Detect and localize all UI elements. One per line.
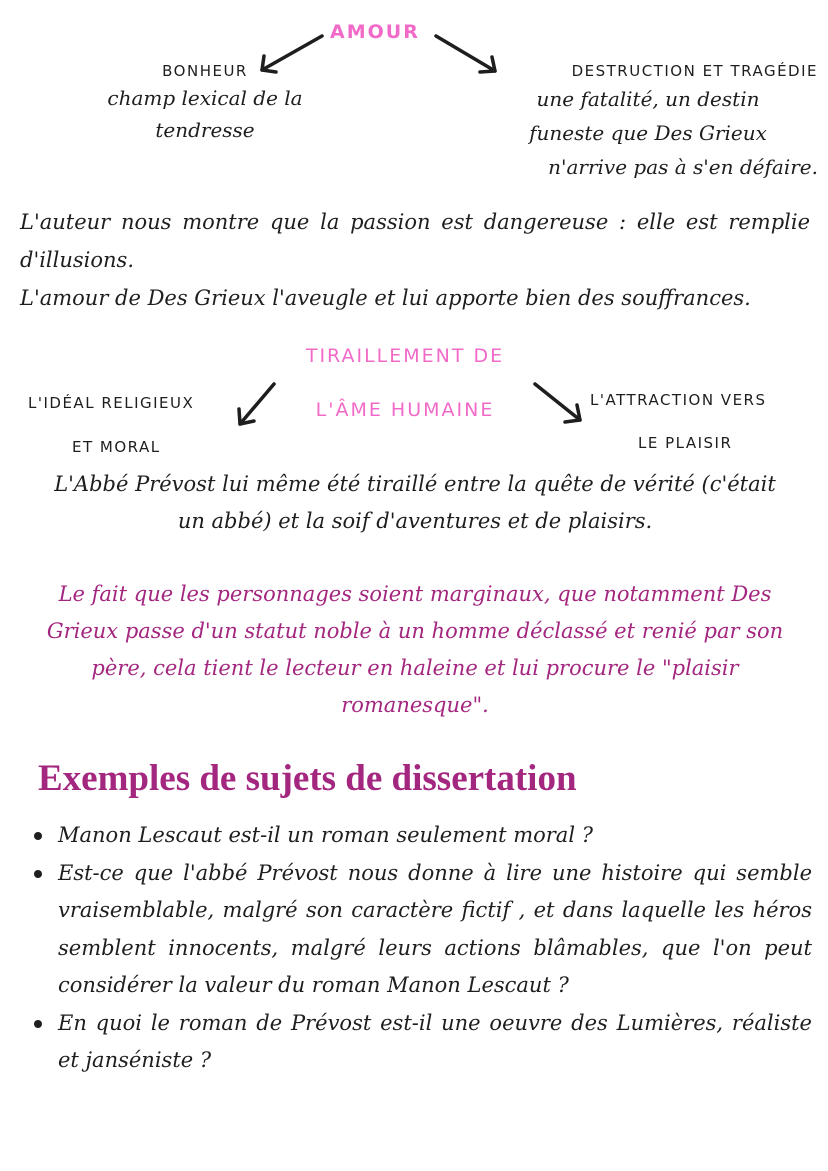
map2-right-line-2: LE PLAISIR [638, 434, 733, 452]
map1-left-line-2: tendresse [155, 118, 255, 142]
map1-right-title: DESTRUCTION ET TRAGÉDIE [571, 62, 818, 80]
map2-center-line-1: TIRAILLEMENT DE [305, 345, 505, 367]
map2-center-line-2: L'ÂME HUMAINE [315, 399, 495, 421]
map1-left-title: BONHEUR [162, 62, 248, 80]
subject-item-3: En quoi le roman de Prévost est-il une oeuvre des Lumières, réaliste et janséniste ? [32, 1005, 812, 1080]
para-passion-text-2: L'amour de Des Grieux l'aveugle et lui apporte bien des souffrances. [20, 286, 751, 310]
map1-right-line-2: funeste que Des Grieux [529, 121, 767, 145]
subjects-list [32, 817, 812, 1080]
map1-right-line-1: une fatalité, un destin [536, 87, 760, 111]
map1-right-line-3: n'arrive pas à s'en défaire. [548, 155, 818, 179]
para-passion [20, 203, 810, 317]
map2-note: L'Abbé Prévost lui même été tiraillé entre la quête de vérité (c'était un abbé) et la soif d'aventures et de plaisirs. [54, 472, 776, 533]
map1-left-branch [80, 62, 330, 146]
highlight-paragraph: Le fait que les personnages soient marginaux, que notamment Des Grieux passe d'un statut noble à un homme déclassé et renié par son père, cela tient le lecteur en haleine et lui procure le "plaisir romanesque". [46, 582, 784, 717]
map1-right-branch [478, 62, 818, 184]
subject-item-2: Est-ce que l'abbé Prévost nous donne à lire une histoire qui semble vraisemblable, malgré son caractère fictif , et dans laquelle les héros semblent innocents, malgré leurs actions blâmables, que l'on peut considérer la valeur du roman Manon Lescaut ? [32, 855, 812, 1005]
map1-center-label: AMOUR [330, 21, 420, 43]
para-passion-text: L'auteur nous montre que la passion est dangereuse : elle est remplie d'illusions. [20, 210, 810, 272]
subject-item-1: Manon Lescaut est-il un roman seulement moral ? [32, 817, 812, 855]
map2-left-line-1: L'IDÉAL RELIGIEUX [28, 394, 195, 412]
section-title: Exemples de sujets de dissertation [38, 758, 577, 799]
map2-left-line-2: ET MORAL [72, 438, 161, 456]
map1-left-line-1: champ lexical de la [107, 86, 303, 110]
map2-right-line-1: L'ATTRACTION VERS [590, 391, 767, 409]
